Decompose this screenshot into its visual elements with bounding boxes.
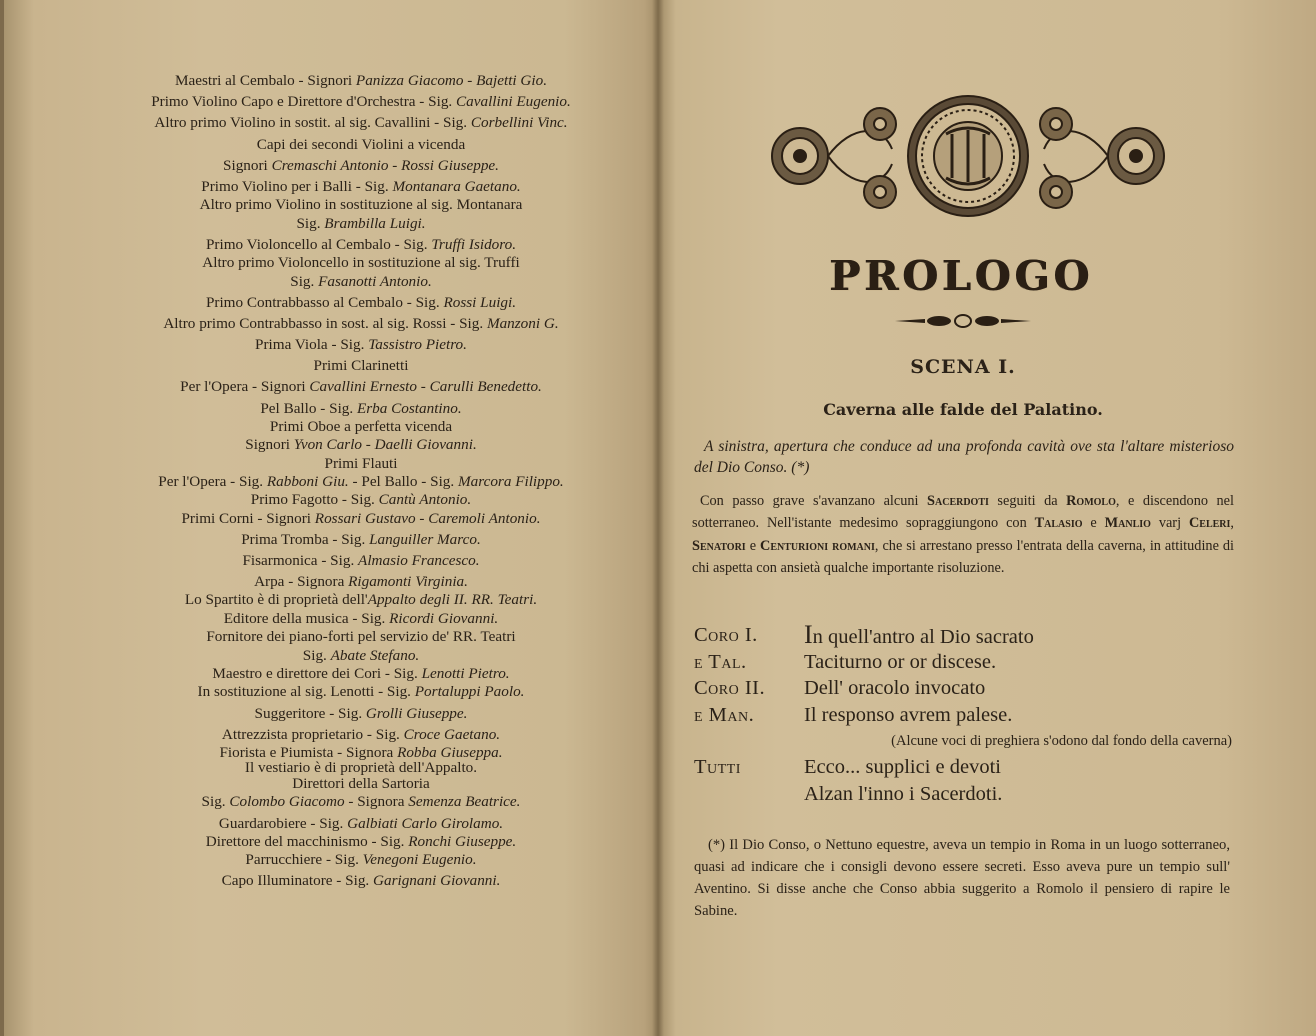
character-name: Centurioni romani: [760, 537, 875, 554]
staff-name: Almasio Francesco.: [358, 552, 480, 570]
staff-role: Attrezzista proprietario - Sig.: [221, 725, 404, 743]
verse-line: [694, 702, 1234, 729]
staff-line: [96, 313, 626, 334]
staff-role: Primo Contrabbasso al Cembalo - Sig.: [205, 293, 444, 311]
decorative-headpiece-ornament: [762, 94, 1174, 224]
staff-line: [96, 355, 626, 376]
staff-role: Signori: [245, 436, 294, 454]
staff-line: [96, 234, 626, 255]
staff-role: Per l'Opera - Sig.: [158, 473, 267, 490]
staff-line: [96, 255, 626, 271]
staff-line: [96, 419, 626, 435]
character-name: Manlio: [1104, 515, 1151, 532]
staff-name: Rossi Luigi.: [443, 293, 517, 311]
act-title: PROLOGO: [830, 252, 1094, 300]
action-text: Con passo grave s'avanzano alcuni: [700, 493, 928, 509]
staff-name: Cavallini Ernesto - Carulli Benedetto.: [309, 378, 542, 396]
action-text: seguiti da: [988, 493, 1067, 509]
staff-name: Ricordi Giovanni.: [389, 609, 499, 627]
staff-role: Capo Illuminatore - Sig.: [221, 872, 374, 890]
action-text: , e discendono nel sotterraneo. Nell'istante medesimo sopraggiungono con: [692, 493, 1234, 532]
staff-name: Rossari Gustavo - Caremoli Antonio.: [314, 509, 541, 527]
staff-role: Parrucchiere - Sig.: [245, 851, 363, 869]
staff-line: [96, 492, 626, 508]
staff-role: Altro primo Violino in sostituzione al sig. Montanara: [199, 196, 523, 214]
staff-line: [96, 398, 626, 419]
staff-role: Sig.: [296, 214, 325, 232]
orchestra-staff-list: [96, 70, 626, 892]
staff-line: [96, 629, 626, 645]
staff-role: Maestro e direttore dei Cori - Sig.: [212, 664, 422, 682]
staff-line: [96, 334, 626, 355]
verse-words: Il responso avrem palese.: [804, 703, 1013, 726]
staff-line: [96, 681, 626, 702]
staff-name: Rigamonti Virginia.: [348, 573, 468, 591]
staff-name: Corbellini Vinc.: [470, 114, 568, 132]
action-text: e: [1082, 515, 1105, 532]
staff-name: Croce Gaetano.: [403, 725, 501, 743]
staff-line: [96, 724, 626, 745]
staff-line: [96, 271, 626, 292]
staff-role: Per l'Opera - Signori: [180, 378, 310, 396]
staff-line: [96, 376, 626, 397]
staff-role: Sig.: [302, 646, 331, 664]
staff-role: Fornitore dei piano-forti pel servizio de' RR. Teatri: [206, 628, 516, 646]
staff-line: [96, 608, 626, 629]
verse-text: [804, 702, 1012, 729]
staff-role: In sostituzione al sig. Lenotti - Sig.: [197, 683, 415, 701]
staff-line: [96, 849, 626, 870]
staff-line: [96, 292, 626, 313]
staff-line: [96, 666, 626, 682]
action-paragraph: [692, 490, 1234, 579]
staff-role: Il vestiario è di proprietà dell'Appalto.: [244, 759, 478, 777]
staff-role: Editore della musica - Sig.: [223, 609, 390, 627]
staff-role: Prima Tromba - Sig.: [241, 530, 370, 548]
staff-role: Primo Violino Capo e Direttore d'Orchestra - Sig.: [151, 93, 457, 111]
staff-name: Abate Stefano.: [330, 646, 420, 664]
staff-line: [96, 508, 626, 529]
staff-role: Sig.: [290, 272, 319, 290]
verse-line: [694, 622, 1234, 649]
staff-role: Primo Violoncello al Cembalo - Sig.: [205, 235, 432, 253]
staff-name: Fasanotti Antonio.: [318, 272, 432, 290]
staff-line: [96, 434, 626, 455]
action-text: , che si arrestano presso l'entrata della caverna, in attitudine di chi aspetta con ansietà qualche importante risoluzione.: [692, 537, 1235, 576]
staff-name: Portaluppi Paolo.: [414, 683, 525, 701]
staff-name: Marcora Filippo.: [457, 473, 564, 490]
staff-line: [96, 112, 626, 133]
staff-name: Colombo Giacomo: [229, 793, 345, 811]
staff-name: Grolli Giuseppe.: [365, 704, 468, 722]
staff-line: [96, 197, 626, 213]
staff-role: - Pel Ballo - Sig.: [348, 473, 458, 490]
verse-words: Dell' oracolo invocato: [804, 677, 986, 699]
staff-role: Primi Flauti: [324, 454, 398, 472]
staff-role: Direttore del macchinismo - Sig.: [205, 832, 409, 850]
character-name: Sacerdoti: [927, 493, 989, 509]
staff-name: Robba Giuseppa.: [397, 743, 503, 761]
verse-text: Ecco... supplici e devoti: [804, 756, 1001, 778]
staff-line: [96, 550, 626, 571]
staff-line: [96, 91, 626, 112]
verse-speaker: Coro II.: [694, 677, 766, 699]
staff-line: [96, 745, 626, 761]
staff-role: Primi Oboe a perfetta vicenda: [269, 417, 453, 435]
verse-text: Alzan l'inno i Sacerdoti.: [804, 782, 1003, 805]
staff-role: Prima Viola - Sig.: [255, 336, 369, 354]
staff-role: Primi Corni - Signori: [181, 509, 315, 527]
decorative-rule-ornament: [895, 314, 1031, 328]
staff-line: [96, 176, 626, 197]
verse-line: [694, 675, 1234, 702]
verse-speaker: Tutti: [694, 756, 741, 778]
staff-name: Languiller Marco.: [369, 530, 481, 548]
verse-words: n quell'antro al Dio sacrato: [812, 626, 1034, 648]
verse-words: Taciturno or or discese.: [804, 650, 997, 673]
action-text: ,: [1230, 515, 1234, 532]
staff-line: [96, 571, 626, 592]
staff-line: [96, 70, 626, 91]
staff-name: Erba Costantino.: [356, 399, 462, 417]
staff-name: Appalto degli II. RR. Teatri.: [367, 591, 538, 609]
staff-line: [96, 456, 626, 472]
staff-line: [96, 760, 626, 776]
verse-speaker: e Tal.: [694, 650, 747, 673]
character-name: Celeri: [1188, 515, 1231, 532]
staff-role: Altro primo Violino in sostit. al sig. Cavallini - Sig.: [154, 114, 471, 132]
verse-text: [804, 622, 1034, 651]
staff-line: [96, 529, 626, 550]
staff-role: Fisarmonica - Sig.: [242, 552, 359, 570]
staff-role: Fiorista e Piumista - Signora: [219, 743, 398, 761]
verse-dropcap: I: [804, 620, 813, 649]
verse-line: [694, 754, 1234, 781]
verse-text: [804, 649, 996, 676]
staff-role: Lo Spartito è di proprietà dell': [184, 591, 368, 609]
stage-direction: A sinistra, apertura che conduce ad una profonda cavità ove sta l'altare misterioso del Dio Conso. (*): [694, 438, 1234, 476]
verse-speaker: Coro I.: [694, 624, 758, 646]
staff-name: Truffi Isidoro.: [431, 235, 517, 253]
staff-role: Primi Clarinetti: [313, 357, 409, 375]
staff-line: [96, 645, 626, 666]
staff-name: Panizza Giacomo - Bajetti Gio.: [355, 72, 548, 89]
staff-line: [96, 776, 626, 792]
staff-line: [96, 134, 626, 155]
staff-role: Altro primo Violoncello in sostituzione al sig. Truffi: [202, 254, 520, 271]
staff-name: Galbiati Carlo Girolamo.: [347, 814, 504, 832]
character-name: Senatori: [692, 537, 746, 554]
staff-line: [96, 870, 626, 891]
stage-aside: (Alcune voci di preghiera s'odono dal fondo della caverna): [891, 733, 1232, 749]
staff-line: [96, 791, 626, 812]
verse-text: [804, 675, 985, 702]
verse-line: [694, 649, 1234, 676]
staff-name: Yvon Carlo - Daelli Giovanni.: [293, 436, 477, 454]
staff-name: Rabboni Giu.: [266, 473, 349, 490]
staff-role: Primo Fagotto - Sig.: [250, 491, 379, 509]
staff-line: [96, 155, 626, 176]
staff-name: Lenotti Pietro.: [421, 664, 510, 682]
staff-role: Guardarobiere - Sig.: [218, 814, 348, 832]
staff-line: [96, 834, 626, 850]
staff-line: [96, 213, 626, 234]
book-gutter: [652, 0, 664, 1036]
footnote: (*) Il Dio Conso, o Nettuno equestre, aveva un tempio in Roma in un luogo sotterraneo, quasi ad indicare che i consigli devono essere secreti. Esso aveva pure un tempio sull' Aventino. Si disse anche che Conso abbia suggerito a Romolo il pensiero di rapire le Sabine.: [694, 837, 1230, 919]
scene-setting: Caverna alle falde del Palatino.: [823, 400, 1103, 419]
staff-role: Capi dei secondi Violini a vicenda: [256, 135, 466, 153]
staff-name: Cantù Antonio.: [378, 491, 472, 509]
action-text: varj: [1150, 515, 1189, 532]
staff-role: Direttori della Sartoria: [292, 774, 430, 792]
staff-role: Pel Ballo - Sig.: [260, 399, 357, 417]
staff-name: Ronchi Giuseppe.: [408, 832, 517, 850]
staff-role: Suggeritore - Sig.: [254, 704, 366, 722]
staff-name: Venegoni Eugenio.: [362, 851, 477, 869]
scene-heading: SCENA I.: [910, 356, 1016, 378]
staff-role: Arpa - Signora: [254, 573, 349, 591]
staff-name: Brambilla Luigi.: [324, 214, 426, 232]
character-name: Talasio: [1034, 515, 1083, 532]
action-text: e: [745, 537, 761, 554]
staff-role: Maestri al Cembalo - Signori: [174, 72, 356, 89]
verse-block: [694, 622, 1234, 807]
staff-name: Cavallini Eugenio.: [456, 93, 571, 111]
staff-line: [96, 471, 626, 492]
staff-role: - Signora: [344, 793, 409, 811]
verse-speaker: e Man.: [694, 703, 755, 726]
staff-role: Signori: [223, 156, 272, 174]
staff-line: [96, 703, 626, 724]
staff-name: Cremaschi Antonio - Rossi Giuseppe.: [271, 156, 499, 174]
staff-name: Montanara Gaetano.: [392, 177, 521, 195]
staff-role: Primo Violino per i Balli - Sig.: [201, 177, 393, 195]
staff-line: [96, 813, 626, 834]
staff-name: Tassistro Pietro.: [368, 336, 467, 354]
staff-name: Garignani Giovanni.: [373, 872, 501, 890]
staff-name: Semenza Beatrice.: [408, 793, 521, 811]
staff-role: Sig.: [201, 793, 230, 811]
staff-line: [96, 592, 626, 608]
character-name: Romolo: [1066, 493, 1116, 509]
staff-name: Manzoni G.: [486, 314, 559, 332]
verse-line: [694, 781, 1234, 808]
staff-role: Altro primo Contrabbasso in sost. al sig. Rossi - Sig.: [163, 314, 487, 332]
